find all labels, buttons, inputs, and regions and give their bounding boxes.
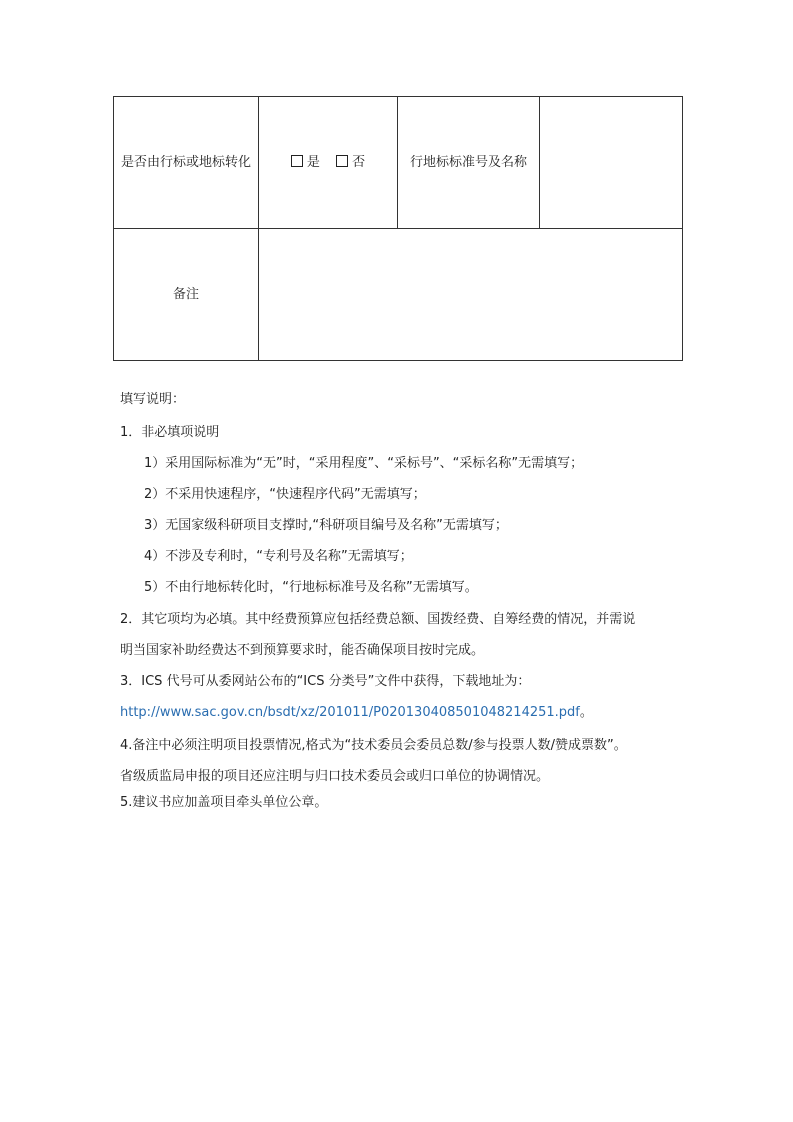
checkbox-no[interactable]: [336, 155, 348, 167]
instructions-title: 填写说明：: [120, 392, 186, 407]
option-yes[interactable]: [291, 153, 320, 172]
instruction-item-4-line-2: 省级质监局申报的项目还应注明与归口技术委员会或归口单位的协调情况。: [120, 769, 550, 784]
conversion-label-cell: [114, 97, 259, 229]
link-period: 。: [579, 705, 593, 720]
standard-value-cell[interactable]: [540, 97, 683, 229]
option-yes-label: 是: [306, 155, 320, 170]
instruction-sub-5: 5）不由行地标转化时，“行地标标准号及名称”无需填写。: [144, 580, 478, 595]
remarks-label: 备注: [172, 287, 199, 302]
download-link[interactable]: http://www.sac.gov.cn/bsdt/xz/201011/P020130408501048214251.pdf: [120, 705, 580, 720]
remarks-label-cell: [114, 229, 259, 361]
instruction-sub-3: 3）无国家级科研项目支撑时,“科研项目编号及名称”无需填写；: [144, 518, 508, 533]
instruction-item-3-line-1: 3．ICS 代号可从委网站公布的“ICS 分类号”文件中获得，下载地址为：: [120, 674, 531, 689]
instruction-item-4-line-1: 4.备注中必须注明项目投票情况,格式为“技术委员会委员总数/参与投票人数/赞成票数”。: [120, 738, 627, 753]
instruction-sub-4: 4）不涉及专利时，“专利号及名称”无需填写；: [144, 549, 413, 564]
option-no[interactable]: [336, 153, 365, 172]
conversion-label: 是否由行标或地标转化: [120, 155, 251, 170]
standard-label: 行地标标准号及名称: [409, 155, 527, 170]
instruction-sub-2: 2）不采用快速程序，“快速程序代码”无需填写；: [144, 487, 426, 502]
conversion-options-cell: [259, 97, 398, 229]
instruction-item-2-line-1: 2．其它项均为必填。其中经费预算应包括经费总额、国拨经费、自筹经费的情况，并需说: [120, 612, 636, 627]
instruction-item-1: 1．非必填项说明: [120, 425, 220, 440]
instruction-item-3-line-2: [120, 701, 593, 720]
checkbox-yes[interactable]: [291, 155, 303, 167]
standard-label-cell: [398, 97, 540, 229]
option-no-label: 否: [352, 155, 366, 170]
conversion-row: [114, 97, 683, 229]
instruction-item-5: 5.建议书应加盖项目牵头单位公章。: [120, 795, 328, 810]
proposal-form-table: [113, 96, 683, 361]
instruction-sub-1: 1）采用国际标准为“无”时，“采用程度”、“采标号”、“采标名称”无需填写；: [144, 456, 584, 471]
instruction-item-2-line-2: 明当国家补助经费达不到预算要求时，能否确保项目按时完成。: [120, 643, 485, 658]
remarks-value-cell[interactable]: [259, 229, 683, 361]
remarks-row: [114, 229, 683, 361]
